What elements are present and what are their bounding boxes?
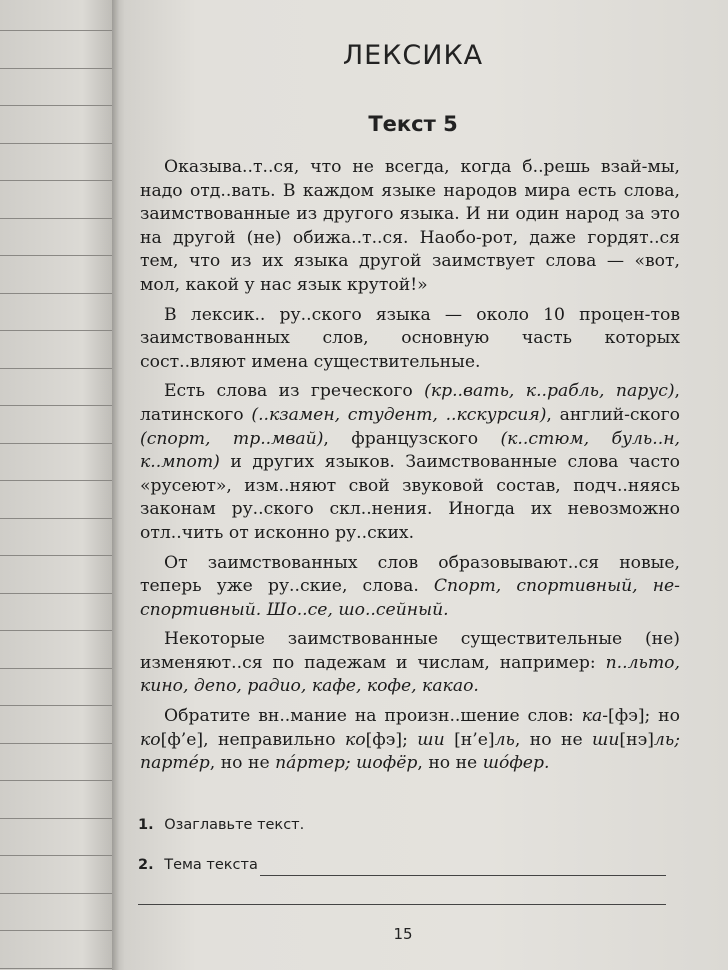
paragraph [140,380,680,545]
italic-run: пáртер; шофёр [275,753,418,774]
ruled-line [0,218,112,219]
italic-run: ши [417,729,445,750]
paragraph [140,304,680,375]
italic-run: шóфер. [482,753,550,774]
italic-run: (..кзамен, студент, ..кскурсия) [251,404,547,425]
text-run: [нэ] [619,729,654,750]
text-run: , французского [323,428,501,449]
ruled-line [0,555,112,556]
ruled-line [0,443,112,444]
italic-run: (к..стюм, буль..н, к..мпот) [140,428,680,473]
italic-run: (спорт, тр..мвай) [140,428,324,449]
paragraph [140,156,680,298]
ruled-line [0,593,112,594]
section-title: ЛЕКСИКА [342,40,484,71]
paragraph [140,552,680,623]
text-run: От заимствованных слов образовывают..ся новые, теперь уже ру..ские, слова. [140,552,680,597]
ruled-line [0,143,112,144]
ruled-line [0,330,112,331]
text-run: Обратите вн..мание на произн..шение слов: [164,706,582,727]
ruled-line [0,368,112,369]
task-number: 1. [138,817,154,833]
italic-run: ши [592,729,620,750]
ruled-line [0,743,112,744]
task-text: Озаглавьте текст. [164,817,305,833]
answer-line[interactable] [138,904,666,905]
task-item [138,857,258,873]
text-run: В лексик.. ру..ского языка — около 10 процен-тов заимствованных слов, основную часть которых сост..вляют имена существительные. [140,304,680,372]
italic-run: (кр..вать, к..рабль, парус) [424,381,675,402]
text-run: , но не [514,729,593,750]
text-run: и других языков. Заимствованные слова часто «русеют», изм..няют свой звуковой состав, подч..няясь законам ру..ского скл..нения. Иногда их невозможно отл..чить от исконно ру..ских. [140,452,680,543]
italic-run: ка [581,706,603,727]
text-title: Текст 5 [368,112,458,136]
italic-run: п..льто, кино, депо, радио, кафе, кофе, какао. [140,652,680,697]
italic-run: ко [140,729,161,750]
ruled-line [0,930,112,931]
ruled-line [0,668,112,669]
ruled-line [0,255,112,256]
text-run: Некоторые заимствованные существительные (не) изменяют..ся по падежам и числам, например: [140,629,680,673]
italic-run: ль; партéр [140,729,680,774]
text-run: , латинского [140,381,680,425]
answer-line[interactable] [260,875,666,876]
ruled-line [0,180,112,181]
text-run: [ф’е], неправильно [160,729,345,750]
ruled-line [0,705,112,706]
italic-run: Спорт, спортивный, не-спортивный. Шо..се, шо..сейный. [140,576,680,620]
task-number: 2. [138,857,154,873]
ruled-line [0,855,112,856]
italic-run: ко [344,729,366,750]
ruled-line [0,818,112,819]
text-run: [н’е] [444,729,495,750]
ruled-line [0,630,112,631]
text-run: -[фэ]; но [602,706,680,727]
ruled-line [0,293,112,294]
paragraph [140,628,680,699]
ruled-line [0,105,112,106]
ruled-line [0,30,112,31]
ruled-line [0,405,112,406]
ruled-line [0,68,112,69]
text-run: , но не [209,753,276,774]
text-run: [фэ]; [365,729,418,750]
text-run: , но не [417,753,483,774]
page-number: 15 [393,925,413,943]
text-run: Есть слова из греческого [164,381,425,402]
left-notebook-page [0,0,118,970]
ruled-line [0,968,112,969]
text-run: , англий-ского [546,404,680,425]
task-text: Тема текста [164,857,258,873]
ruled-line [0,780,112,781]
italic-run: ль [494,729,515,750]
ruled-line [0,480,112,481]
ruled-line [0,893,112,894]
task-item [138,817,304,833]
paragraph [140,705,680,776]
text-run: Оказыва..т..ся, что не всегда, когда б..решь взай-мы, надо отд..вать. В каждом языке народов мира есть слова, заимствованные из другого языка. И ни один народ за это на другой (не) обижа..т..ся. Наобо-рот, даже гордят..ся тем, что из их языка другой заимствует слова — «вот, мол, какой у нас язык крутой!» [140,157,680,295]
text-body [140,156,680,782]
ruled-line [0,518,112,519]
